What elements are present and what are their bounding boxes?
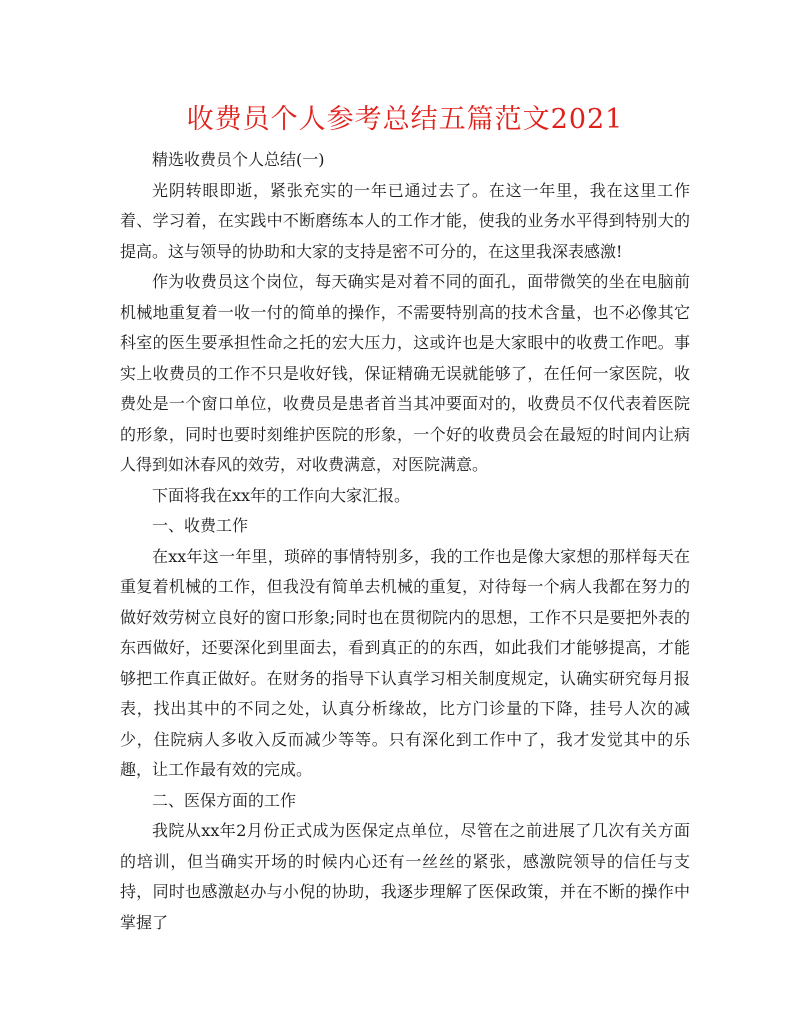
document-page bbox=[120, 100, 690, 938]
section-heading-billing-work: 一、收费工作 bbox=[152, 516, 249, 535]
paragraph-medical-insurance: 我院从xx年2月份正式成为医保定点单位，尽管在之前进展了几次有关方面的培训，但当确实开场的时候内心还有一丝丝的紧张，感激院领导的信任与支持，同时也感激赵办与小倪的协助，我逐步理解了医保政策，并在不断的操作中掌握了 bbox=[120, 821, 690, 932]
paragraph-role: 作为收费员这个岗位，每天确实是对着不同的面孔，面带微笑的坐在电脑前机械地重复着一收一付的简单的操作，不需要特别高的技术含量，也不必像其它科室的医生要承担性命之托的宏大压力，这或许也是大家眼中的收费工作吧。事实上收费员的工作不只是收好钱，保证精确无误就能够了，在任何一家医院，收费处是一个窗口单位，收费员是患者首当其冲要面对的，收费员不仅代表着医院的形象，同时也要时刻维护医院的形象，一个好的收费员会在最短的时间内让病人得到如沐春风的效劳，对收费满意，对医院满意。 bbox=[120, 272, 690, 474]
document-title: 收费员个人参考总结五篇范文2021 bbox=[186, 104, 624, 135]
section-heading-selected-summary: 精选收费员个人总结(一) bbox=[152, 150, 325, 169]
section-heading-medical-insurance: 二、医保方面的工作 bbox=[152, 790, 297, 810]
paragraph-billing-work: 在xx年这一年里，琐碎的事情特别多，我的工作也是像大家想的那样每天在重复着机械的工作，但我没有简单去机械的重复，对待每一个病人我都在努力的做好效劳树立良好的窗口形象;同时也在贯彻院内的思想，工作不只是要把外表的东西做好，还要深化到里面去，看到真正的的东西，如此我们才能够提高，才能够把工作真正做好。在财务的指导下认真学习相关制度规定，认确实研究每月报表，找出其中的不同之处，认真分析缘故，比方门诊量的下降，挂号人次的减少，住院病人多收入反而减少等等。只有深化到工作中了，我才发觉其中的乐趣，让工作最有效的完成。 bbox=[120, 546, 690, 779]
paragraph-report-lead: 下面将我在xx年的工作向大家汇报。 bbox=[152, 485, 411, 505]
paragraph-intro: 光阴转眼即逝，紧张充实的一年已通过去了。在这一年里，我在这里工作着、学习着，在实践中不断磨练本人的工作才能，使我的业务水平得到特别大的提高。这与领导的协助和大家的支持是密不可分的，在这里我深表感激! bbox=[120, 180, 690, 261]
